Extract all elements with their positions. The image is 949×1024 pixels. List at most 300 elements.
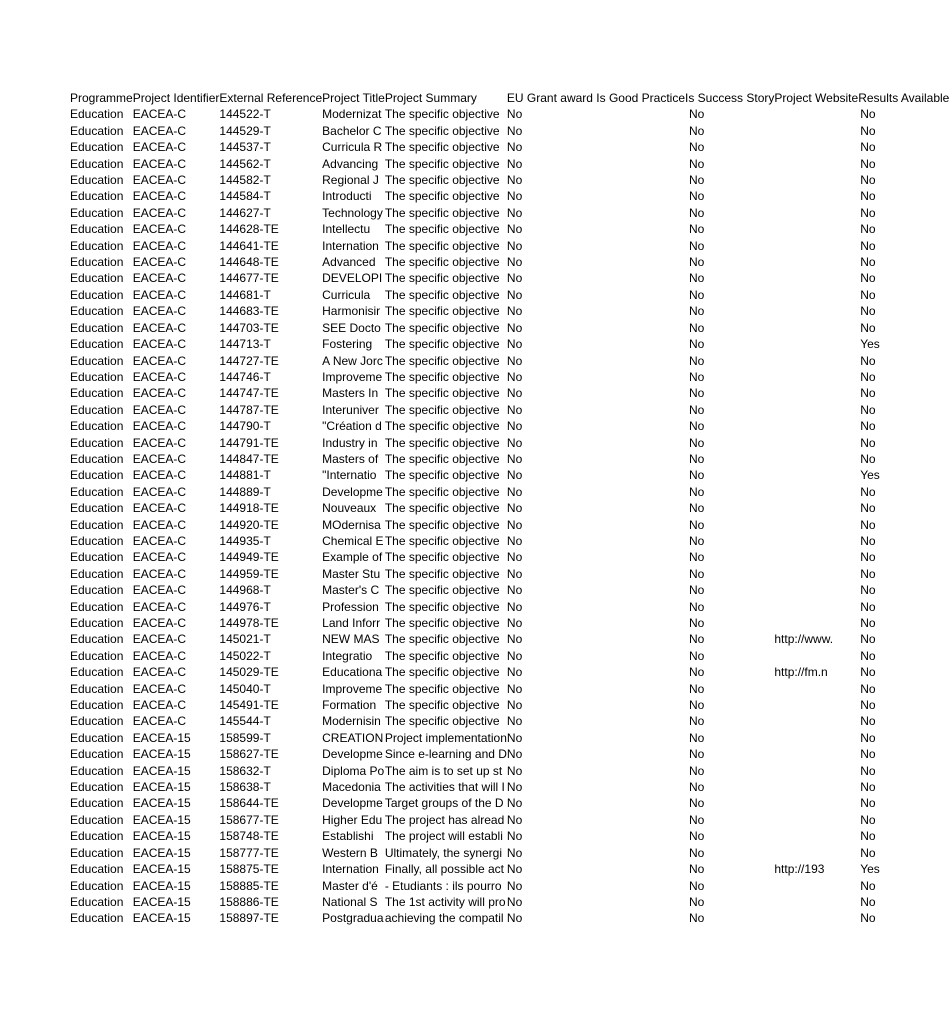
table-cell[interactable]: Education bbox=[70, 550, 124, 565]
table-cell[interactable]: No bbox=[689, 320, 705, 335]
column-header-0[interactable]: Programme bbox=[70, 91, 133, 105]
table-cell[interactable]: EACEA-C bbox=[132, 287, 187, 302]
table-cell[interactable]: Advancing bbox=[322, 156, 379, 171]
table-cell[interactable]: Chemical E bbox=[322, 533, 384, 548]
table-cell[interactable]: Education bbox=[70, 222, 124, 237]
table-cell[interactable]: Education bbox=[70, 468, 124, 483]
table-cell[interactable]: No bbox=[689, 648, 705, 663]
table-cell[interactable]: No bbox=[506, 173, 523, 188]
table-cell[interactable]: EACEA-C bbox=[132, 386, 187, 401]
table-cell[interactable]: No bbox=[689, 501, 705, 516]
table-cell[interactable]: Target groups of the D bbox=[384, 796, 504, 811]
table-cell[interactable]: 144582-T bbox=[219, 173, 271, 188]
table-cell[interactable]: Education bbox=[70, 911, 124, 926]
table-cell[interactable]: No bbox=[860, 566, 876, 581]
table-cell[interactable]: EACEA-C bbox=[132, 468, 187, 483]
table-cell[interactable] bbox=[774, 106, 858, 122]
table-cell[interactable]: No bbox=[506, 337, 523, 352]
table-cell[interactable]: The specific objective bbox=[384, 566, 500, 581]
table-cell[interactable]: Finally, all possible act bbox=[384, 862, 505, 877]
table-cell[interactable]: No bbox=[506, 517, 523, 532]
table-cell[interactable]: EACEA-C bbox=[132, 337, 187, 352]
table-cell[interactable] bbox=[774, 254, 858, 270]
table-cell[interactable] bbox=[774, 878, 858, 894]
table-cell[interactable]: No bbox=[689, 484, 705, 499]
table-cell[interactable]: No bbox=[860, 140, 876, 155]
table-cell[interactable]: Education bbox=[70, 205, 124, 220]
table-cell[interactable] bbox=[774, 418, 858, 434]
table-row[interactable] bbox=[70, 451, 949, 467]
table-cell[interactable]: No bbox=[689, 156, 705, 171]
table-cell[interactable]: Yes bbox=[860, 468, 880, 483]
table-cell[interactable]: Modernisin bbox=[322, 714, 381, 729]
table-cell[interactable]: EACEA-C bbox=[132, 599, 187, 614]
table-cell[interactable]: Establishi bbox=[322, 829, 374, 844]
table-cell[interactable]: No bbox=[506, 812, 523, 827]
table-cell[interactable]: Curricula R bbox=[322, 140, 383, 155]
table-cell[interactable]: No bbox=[689, 337, 705, 352]
table-cell[interactable]: The specific objective bbox=[384, 599, 500, 614]
table-cell[interactable]: EACEA-15 bbox=[132, 812, 191, 827]
table-cell[interactable]: 145022-T bbox=[219, 648, 271, 663]
table-cell[interactable]: "Création d bbox=[322, 419, 382, 434]
table-cell[interactable]: No bbox=[689, 583, 705, 598]
table-cell[interactable]: Education bbox=[70, 862, 124, 877]
table-cell[interactable]: No bbox=[689, 796, 705, 811]
table-cell[interactable]: EACEA-C bbox=[132, 123, 187, 138]
table-cell[interactable]: 144537-T bbox=[219, 140, 271, 155]
table-cell[interactable]: No bbox=[506, 140, 523, 155]
table-cell[interactable]: The project will establi bbox=[384, 829, 503, 844]
table-row[interactable] bbox=[70, 795, 949, 811]
table-cell[interactable]: 144562-T bbox=[219, 156, 271, 171]
table-cell[interactable]: EACEA-C bbox=[132, 271, 187, 286]
table-cell[interactable]: EACEA-C bbox=[132, 173, 187, 188]
table-cell[interactable]: No bbox=[689, 468, 705, 483]
table-cell[interactable]: Education bbox=[70, 173, 124, 188]
table-cell[interactable]: Education bbox=[70, 271, 124, 286]
table-cell[interactable]: Industry in bbox=[322, 435, 378, 450]
table-cell[interactable]: No bbox=[506, 468, 523, 483]
table-row[interactable] bbox=[70, 828, 949, 844]
table-cell[interactable]: http://fm.n bbox=[774, 665, 828, 680]
table-cell[interactable]: EACEA-C bbox=[132, 648, 187, 663]
table-row[interactable] bbox=[70, 599, 949, 615]
table-cell[interactable]: The specific objective bbox=[384, 238, 500, 253]
table-cell[interactable]: 144683-TE bbox=[219, 304, 279, 319]
table-row[interactable] bbox=[70, 697, 949, 713]
table-cell[interactable] bbox=[774, 221, 858, 237]
table-cell[interactable] bbox=[774, 730, 858, 746]
table-cell[interactable]: No bbox=[689, 730, 705, 745]
table-cell[interactable]: No bbox=[860, 780, 876, 795]
table-cell[interactable]: No bbox=[689, 862, 705, 877]
table-cell[interactable]: Education bbox=[70, 894, 124, 909]
column-header-4[interactable]: Project Summary bbox=[384, 91, 477, 105]
table-cell[interactable]: 144522-T bbox=[219, 107, 271, 122]
table-row[interactable] bbox=[70, 648, 949, 664]
table-cell[interactable]: EACEA-C bbox=[132, 189, 187, 204]
column-header-8[interactable]: Results Available bbox=[858, 91, 949, 105]
table-cell[interactable]: 144628-TE bbox=[219, 222, 279, 237]
table-cell[interactable] bbox=[774, 599, 858, 615]
table-cell[interactable]: Education bbox=[70, 829, 124, 844]
table-cell[interactable]: EACEA-15 bbox=[132, 763, 191, 778]
table-cell[interactable]: EACEA-C bbox=[132, 419, 187, 434]
table-row[interactable] bbox=[70, 188, 949, 204]
table-cell[interactable]: EACEA-C bbox=[132, 533, 187, 548]
table-cell[interactable]: No bbox=[860, 533, 876, 548]
table-row[interactable] bbox=[70, 894, 949, 910]
table-cell[interactable]: The specific objective bbox=[384, 353, 500, 368]
table-cell[interactable]: EACEA-C bbox=[132, 140, 187, 155]
table-cell[interactable]: The specific objective bbox=[384, 665, 500, 680]
table-cell[interactable]: Education bbox=[70, 402, 124, 417]
table-cell[interactable]: No bbox=[506, 402, 523, 417]
table-cell[interactable]: The activities that will I bbox=[384, 780, 505, 795]
table-cell[interactable]: Master's C bbox=[322, 583, 380, 598]
table-cell[interactable] bbox=[774, 746, 858, 762]
table-cell[interactable]: Profession bbox=[322, 599, 379, 614]
column-header-2[interactable]: External Reference bbox=[219, 91, 323, 105]
table-cell[interactable]: DEVELOPI bbox=[322, 271, 383, 286]
table-cell[interactable]: No bbox=[860, 435, 876, 450]
table-cell[interactable]: CREATION bbox=[322, 730, 384, 745]
table-cell[interactable]: No bbox=[860, 451, 876, 466]
table-cell[interactable]: 144881-T bbox=[219, 468, 271, 483]
table-cell[interactable]: No bbox=[506, 353, 523, 368]
table-cell[interactable]: No bbox=[860, 730, 876, 745]
table-cell[interactable]: No bbox=[506, 894, 523, 909]
table-cell[interactable]: The specific objective bbox=[384, 205, 500, 220]
table-cell[interactable]: EACEA-C bbox=[132, 107, 187, 122]
table-cell[interactable]: The specific objective bbox=[384, 583, 500, 598]
table-cell[interactable]: No bbox=[689, 205, 705, 220]
table-row[interactable] bbox=[70, 238, 949, 254]
table-cell[interactable]: No bbox=[689, 845, 705, 860]
table-cell[interactable]: Education bbox=[70, 255, 124, 270]
table-row[interactable] bbox=[70, 549, 949, 565]
table-row[interactable] bbox=[70, 681, 949, 697]
table-cell[interactable]: EACEA-C bbox=[132, 484, 187, 499]
table-cell[interactable] bbox=[774, 123, 858, 139]
table-cell[interactable]: Ultimately, the synergi bbox=[384, 845, 502, 860]
table-cell[interactable]: Education bbox=[70, 665, 124, 680]
table-cell[interactable]: The specific objective bbox=[384, 632, 500, 647]
table-cell[interactable]: The specific objective bbox=[384, 140, 500, 155]
table-cell[interactable]: No bbox=[860, 419, 876, 434]
table-cell[interactable]: No bbox=[860, 369, 876, 384]
table-row[interactable] bbox=[70, 172, 949, 188]
table-cell[interactable]: No bbox=[860, 648, 876, 663]
table-cell[interactable]: Land Inforr bbox=[322, 616, 381, 630]
table-cell[interactable] bbox=[774, 713, 858, 729]
table-cell[interactable]: 144959-TE bbox=[219, 566, 279, 581]
table-cell[interactable]: Education bbox=[70, 566, 124, 581]
table-cell[interactable]: No bbox=[506, 419, 523, 434]
table-cell[interactable]: 144681-T bbox=[219, 287, 271, 302]
table-row[interactable] bbox=[70, 500, 949, 516]
table-cell[interactable]: No bbox=[689, 271, 705, 286]
table-cell[interactable]: No bbox=[506, 911, 523, 926]
table-cell[interactable] bbox=[774, 188, 858, 204]
table-row[interactable] bbox=[70, 713, 949, 729]
table-cell[interactable] bbox=[774, 615, 858, 631]
table-cell[interactable]: 144935-T bbox=[219, 533, 271, 548]
table-cell[interactable]: No bbox=[689, 402, 705, 417]
table-cell[interactable]: No bbox=[506, 369, 523, 384]
table-cell[interactable]: No bbox=[506, 714, 523, 729]
table-row[interactable] bbox=[70, 254, 949, 270]
table-cell[interactable]: No bbox=[689, 451, 705, 466]
table-cell[interactable]: National S bbox=[322, 894, 378, 909]
table-cell[interactable]: 144790-T bbox=[219, 419, 271, 434]
table-cell[interactable]: Education bbox=[70, 714, 124, 729]
table-cell[interactable]: Education bbox=[70, 353, 124, 368]
table-cell[interactable]: No bbox=[689, 566, 705, 581]
table-cell[interactable]: Developme bbox=[322, 747, 383, 762]
table-cell[interactable]: No bbox=[689, 878, 705, 893]
table-cell[interactable]: No bbox=[506, 665, 523, 680]
table-cell[interactable]: 158748-TE bbox=[219, 829, 279, 844]
table-cell[interactable]: No bbox=[860, 287, 876, 302]
table-cell[interactable]: Educationa bbox=[322, 665, 383, 680]
table-row[interactable] bbox=[70, 533, 949, 549]
table-cell[interactable]: No bbox=[506, 583, 523, 598]
table-cell[interactable]: The specific objective bbox=[384, 714, 500, 729]
table-cell[interactable]: The specific objective bbox=[384, 533, 500, 548]
table-cell[interactable]: No bbox=[506, 550, 523, 565]
table-cell[interactable]: No bbox=[860, 222, 876, 237]
table-row[interactable] bbox=[70, 779, 949, 795]
table-cell[interactable]: The aim is to set up st bbox=[384, 763, 503, 778]
table-cell[interactable]: Improveme bbox=[322, 681, 383, 696]
table-cell[interactable]: Education bbox=[70, 616, 124, 630]
table-cell[interactable]: No bbox=[860, 714, 876, 729]
table-cell[interactable]: 158638-T bbox=[219, 780, 271, 795]
table-cell[interactable]: 145021-T bbox=[219, 632, 271, 647]
table-cell[interactable]: 144627-T bbox=[219, 205, 271, 220]
table-cell[interactable]: No bbox=[860, 205, 876, 220]
table-cell[interactable] bbox=[774, 779, 858, 795]
table-cell[interactable]: No bbox=[506, 780, 523, 795]
table-cell[interactable]: 145029-TE bbox=[219, 665, 279, 680]
table-cell[interactable]: No bbox=[860, 829, 876, 844]
table-cell[interactable]: Yes bbox=[860, 337, 880, 352]
table-cell[interactable]: EACEA-C bbox=[132, 550, 187, 565]
table-cell[interactable]: - Etudiants : ils pourro bbox=[384, 878, 502, 893]
table-cell[interactable]: Education bbox=[70, 780, 124, 795]
table-cell[interactable]: 158627-TE bbox=[219, 747, 279, 762]
table-cell[interactable]: EACEA-15 bbox=[132, 747, 191, 762]
table-cell[interactable]: EACEA-15 bbox=[132, 911, 191, 926]
table-row[interactable] bbox=[70, 484, 949, 500]
table-cell[interactable]: No bbox=[689, 419, 705, 434]
table-row[interactable] bbox=[70, 730, 949, 746]
table-cell[interactable] bbox=[774, 763, 858, 779]
table-cell[interactable]: No bbox=[689, 894, 705, 909]
table-cell[interactable]: No bbox=[860, 353, 876, 368]
table-cell[interactable]: No bbox=[689, 255, 705, 270]
column-header-5[interactable]: EU Grant award Is Good Practice bbox=[506, 91, 685, 105]
table-cell[interactable] bbox=[774, 303, 858, 319]
table-cell[interactable]: Education bbox=[70, 287, 124, 302]
table-cell[interactable]: The 1st activity will pro bbox=[384, 894, 506, 909]
table-cell[interactable]: No bbox=[689, 435, 705, 450]
table-cell[interactable]: No bbox=[506, 648, 523, 663]
table-cell[interactable]: No bbox=[506, 763, 523, 778]
table-row[interactable] bbox=[70, 878, 949, 894]
table-cell[interactable]: Regional J bbox=[322, 173, 379, 188]
table-cell[interactable]: No bbox=[689, 304, 705, 319]
table-row[interactable] bbox=[70, 763, 949, 779]
table-cell[interactable]: No bbox=[689, 812, 705, 827]
table-row[interactable] bbox=[70, 287, 949, 303]
table-cell[interactable]: 144641-TE bbox=[219, 238, 279, 253]
table-row[interactable] bbox=[70, 615, 949, 631]
table-cell[interactable]: 158875-TE bbox=[219, 862, 279, 877]
table-cell[interactable]: No bbox=[689, 173, 705, 188]
table-cell[interactable]: No bbox=[860, 517, 876, 532]
table-row[interactable] bbox=[70, 566, 949, 582]
table-cell[interactable]: Since e-learning and D bbox=[384, 747, 507, 762]
table-cell[interactable]: The specific objective bbox=[384, 287, 500, 302]
table-cell[interactable]: EACEA-C bbox=[132, 304, 187, 319]
table-cell[interactable] bbox=[774, 238, 858, 254]
table-cell[interactable]: 158885-TE bbox=[219, 878, 279, 893]
table-cell[interactable]: No bbox=[506, 730, 523, 745]
table-cell[interactable]: Education bbox=[70, 386, 124, 401]
table-cell[interactable]: 145491-TE bbox=[219, 698, 279, 713]
table-cell[interactable]: EACEA-C bbox=[132, 451, 187, 466]
table-cell[interactable]: The specific objective bbox=[384, 386, 500, 401]
table-cell[interactable] bbox=[774, 156, 858, 172]
table-cell[interactable] bbox=[774, 828, 858, 844]
table-cell[interactable]: The specific objective bbox=[384, 681, 500, 696]
table-cell[interactable]: 144920-TE bbox=[219, 517, 279, 532]
table-cell[interactable]: The specific objective bbox=[384, 698, 500, 713]
table-cell[interactable]: Education bbox=[70, 632, 124, 647]
table-cell[interactable]: Education bbox=[70, 747, 124, 762]
table-cell[interactable]: Education bbox=[70, 501, 124, 516]
table-row[interactable] bbox=[70, 205, 949, 221]
table-cell[interactable] bbox=[774, 435, 858, 451]
table-cell[interactable]: No bbox=[860, 599, 876, 614]
table-cell[interactable]: No bbox=[860, 583, 876, 598]
table-cell[interactable]: No bbox=[506, 878, 523, 893]
table-row[interactable] bbox=[70, 910, 949, 926]
table-cell[interactable]: Education bbox=[70, 156, 124, 171]
table-cell[interactable]: No bbox=[689, 517, 705, 532]
table-row[interactable] bbox=[70, 369, 949, 385]
table-cell[interactable]: No bbox=[860, 763, 876, 778]
table-cell[interactable]: 144747-TE bbox=[219, 386, 279, 401]
table-cell[interactable]: No bbox=[506, 156, 523, 171]
table-cell[interactable]: Masters of bbox=[322, 451, 379, 466]
table-cell[interactable]: achieving the compatil bbox=[384, 911, 504, 926]
table-cell[interactable]: 144968-T bbox=[219, 583, 271, 598]
table-cell[interactable]: Education bbox=[70, 583, 124, 598]
table-cell[interactable]: No bbox=[860, 665, 876, 680]
table-cell[interactable]: The specific objective bbox=[384, 156, 500, 171]
table-cell[interactable] bbox=[774, 205, 858, 221]
table-cell[interactable]: Education bbox=[70, 878, 124, 893]
table-cell[interactable]: No bbox=[860, 107, 876, 122]
table-cell[interactable]: Developme bbox=[322, 484, 383, 499]
table-cell[interactable]: No bbox=[506, 451, 523, 466]
table-cell[interactable]: Education bbox=[70, 517, 124, 532]
table-cell[interactable]: No bbox=[860, 255, 876, 270]
table-cell[interactable]: Education bbox=[70, 730, 124, 745]
table-cell[interactable]: No bbox=[689, 829, 705, 844]
table-cell[interactable] bbox=[774, 270, 858, 286]
table-cell[interactable]: Education bbox=[70, 698, 124, 713]
table-row[interactable] bbox=[70, 320, 949, 336]
table-cell[interactable]: EACEA-C bbox=[132, 255, 187, 270]
table-cell[interactable]: The specific objective bbox=[384, 369, 500, 384]
table-cell[interactable]: Education bbox=[70, 337, 124, 352]
table-cell[interactable]: 144889-T bbox=[219, 484, 271, 499]
table-cell[interactable]: EACEA-C bbox=[132, 435, 187, 450]
table-cell[interactable]: Technology bbox=[322, 205, 383, 220]
table-cell[interactable]: No bbox=[506, 222, 523, 237]
table-cell[interactable]: No bbox=[689, 189, 705, 204]
table-cell[interactable]: No bbox=[506, 681, 523, 696]
table-cell[interactable]: No bbox=[506, 107, 523, 122]
table-cell[interactable]: 158777-TE bbox=[219, 845, 279, 860]
table-cell[interactable] bbox=[774, 484, 858, 500]
table-cell[interactable]: No bbox=[860, 156, 876, 171]
table-cell[interactable] bbox=[774, 287, 858, 303]
table-cell[interactable]: EACEA-C bbox=[132, 583, 187, 598]
table-cell[interactable]: Education bbox=[70, 812, 124, 827]
table-cell[interactable]: Project implementation bbox=[384, 730, 507, 745]
table-cell[interactable]: No bbox=[506, 238, 523, 253]
table-cell[interactable] bbox=[774, 172, 858, 188]
table-cell[interactable]: Integratio bbox=[322, 648, 373, 663]
table-cell[interactable] bbox=[774, 812, 858, 828]
column-header-1[interactable]: Project Identifier bbox=[132, 91, 220, 105]
table-cell[interactable]: No bbox=[506, 698, 523, 713]
table-cell[interactable]: 144677-TE bbox=[219, 271, 279, 286]
table-cell[interactable]: Introducti bbox=[322, 189, 372, 204]
table-cell[interactable]: Education bbox=[70, 369, 124, 384]
table-cell[interactable]: No bbox=[860, 304, 876, 319]
table-row[interactable] bbox=[70, 123, 949, 139]
table-cell[interactable]: No bbox=[860, 550, 876, 565]
table-cell[interactable] bbox=[774, 582, 858, 598]
table-cell[interactable]: EACEA-15 bbox=[132, 894, 191, 909]
table-cell[interactable]: No bbox=[506, 255, 523, 270]
table-cell[interactable]: Education bbox=[70, 123, 124, 138]
table-cell[interactable]: Education bbox=[70, 763, 124, 778]
table-cell[interactable]: No bbox=[506, 271, 523, 286]
table-cell[interactable]: No bbox=[860, 747, 876, 762]
table-cell[interactable]: EACEA-C bbox=[132, 402, 187, 417]
table-cell[interactable]: No bbox=[860, 911, 876, 926]
table-row[interactable] bbox=[70, 402, 949, 418]
table-cell[interactable]: Western B bbox=[322, 845, 378, 860]
table-cell[interactable]: The specific objective bbox=[384, 255, 500, 270]
table-cell[interactable] bbox=[774, 385, 858, 401]
table-cell[interactable]: No bbox=[689, 616, 705, 630]
table-cell[interactable]: EACEA-C bbox=[132, 320, 187, 335]
column-header-6[interactable]: Is Success Story bbox=[685, 91, 775, 105]
table-cell[interactable]: EACEA-C bbox=[132, 665, 187, 680]
table-cell[interactable]: EACEA-C bbox=[132, 238, 187, 253]
table-cell[interactable]: Education bbox=[70, 189, 124, 204]
table-cell[interactable]: Formation bbox=[322, 698, 377, 713]
